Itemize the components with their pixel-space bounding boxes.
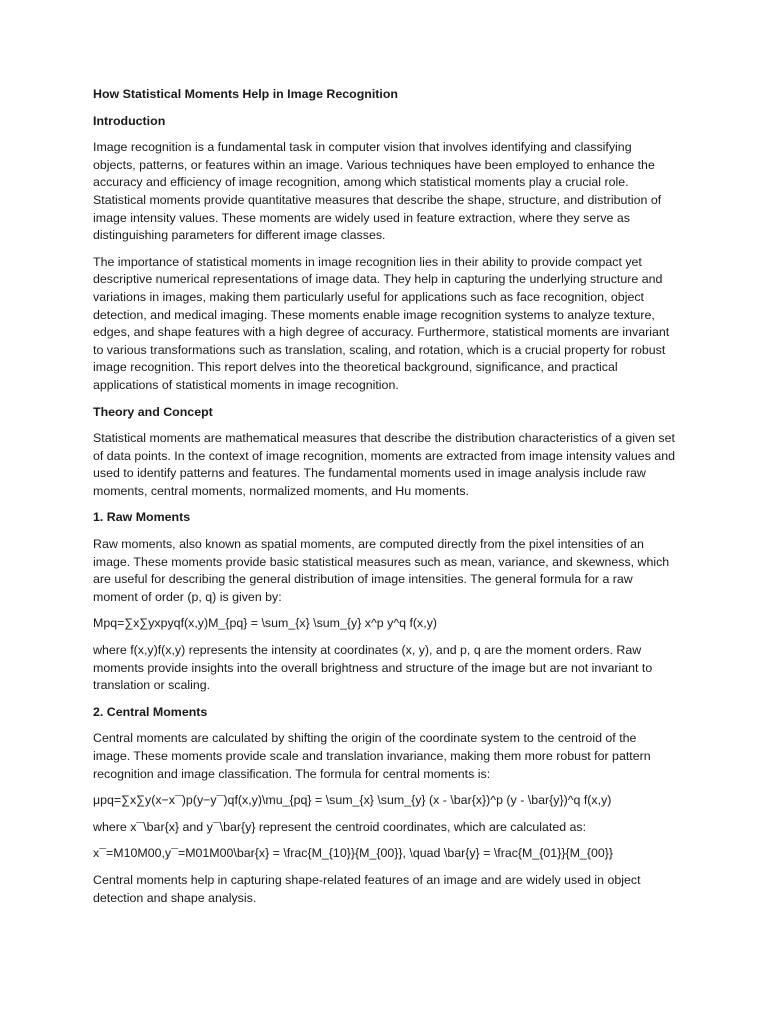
formula-centroid: x¯=M10M00,y¯=M01M00\bar{x} = \frac{M_{10}}{M_{00}}, \quad \bar{y} = \frac{M_{01}}{M_{00}} [93,846,614,861]
paragraph: Central moments are calculated by shifting the origin of the coordinate system to the centroid of the image. These moments provide scale and translation invariance, making them more robust for pattern recognition and image classification. The formula for central moments is: [93,731,651,781]
paragraph: Raw moments, also known as spatial moments, are computed directly from the pixel intensities of an image. These moments provide basic statistical measures such as mean, variance, and skewness, which are useful for describing the general distribution of image intensities. The general formula for a raw moment of order (p, q) is given by: [93,537,670,604]
paragraph: where x¯\bar{x} and y¯\bar{y} represent the centroid coordinates, which are calculated as: [93,819,587,834]
section-heading-introduction: Introduction [93,113,166,128]
document-page [93,86,677,916]
formula-central-moment: μpq=∑x∑y(x−x¯)p(y−y¯)qf(x,y)\mu_{pq} = \sum_{x} \sum_{y} (x - \bar{x})^p (y - \bar{y})^q f(x,y) [93,793,612,808]
paragraph: Image recognition is a fundamental task in computer vision that involves identifying and classifying objects, patterns, or features within an image. Various techniques have been employed to enhance the accuracy and efficiency of image recognition, among which statistical moments play a crucial role. Statistical moments provide quantitative measures that describe the shape, structure, and distribution of image intensity values. These moments are widely used in feature extraction, where they serve as distinguishing parameters for different image classes. [93,140,662,243]
section-heading-central-moments: 2. Central Moments [93,704,208,719]
section-heading-raw-moments: 1. Raw Moments [93,510,191,525]
section-heading-theory: Theory and Concept [93,404,213,419]
paragraph: The importance of statistical moments in image recognition lies in their ability to provide compact yet descriptive numerical representations of image data. They help in capturing the underlying structure and variations in images, making them particularly useful for applications such as face recognition, object detection, and medical imaging. These moments enable image recognition systems to analyze texture, edges, and shape features with a high degree of accuracy. Furthermore, statistical moments are invariant to various transformations such as translation, scaling, and rotation, which is a crucial property for robust image recognition. This report delves into the theoretical background, significance, and practical applications of statistical moments in image recognition. [93,254,670,392]
paragraph: where f(x,y)f(x,y) represents the intensity at coordinates (x, y), and p, q are the moment orders. Raw moments provide insights into the overall brightness and structure of the image but are not invariant to translation or scaling. [93,643,653,693]
formula-raw-moment: Mpq=∑x∑yxpyqf(x,y)M_{pq} = \sum_{x} \sum_{y} x^p y^q f(x,y) [93,616,438,631]
paragraph: Statistical moments are mathematical measures that describe the distribution characteristics of a given set of data points. In the context of image recognition, moments are extracted from image intensity values and used to identify patterns and features. The fundamental moments used in image analysis include raw moments, central moments, normalized moments, and Hu moments. [93,431,675,498]
paragraph: Central moments help in capturing shape-related features of an image and are widely used in object detection and shape analysis. [93,872,641,905]
document-title: How Statistical Moments Help in Image Recognition [93,87,398,101]
